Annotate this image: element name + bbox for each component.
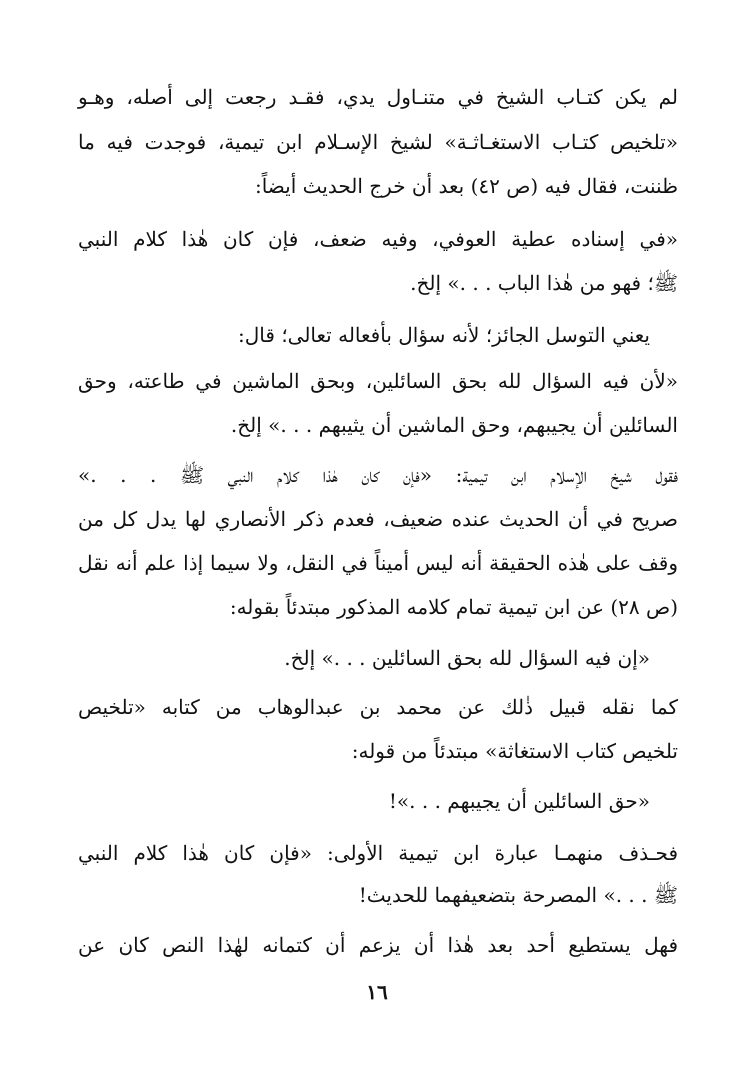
text-line: (ص ٢٨) عن ابن تيمية تمام كلامه المذكور مبتدئاً بقوله: [229,595,678,619]
text-line: «تلخيص كتـاب الاستغـاثـة» لشيخ الإسـلام ابن تيمية، فوجدت فيه ما [78,130,678,154]
quote-line: «لأن فيه السؤال لله بحق السائلين، وبحق الماشين في طاعته، وحق [78,369,678,393]
quote-line: «حق السائلين أن يجيبهم . . .»! [388,789,650,813]
text-line: يعني التوسل الجائز؛ لأنه سؤال بأفعاله تعالى؛ قال: [238,323,650,347]
quote-line: «إن فيه السؤال لله بحق السائلين . . .» إلخ. [284,646,650,670]
text-line: ظننت، فقال فيه (ص ٤٢) بعد أن خرج الحديث أيضاً: [254,174,678,198]
quote-line: السائلين أن يجيبهم، وحق الماشين أن يثيبهم . . .» إلخ. [230,413,678,437]
text-line: وقف على هٰذه الحقيقة أنه ليس أميناً في النقل، ولا سيما إذا علم أنه نقل [78,551,678,575]
quote-line: ﷺ؛ فهو من هٰذا الباب . . .» إلخ. [410,271,678,295]
text-line: فهل يستطيع أحد بعد هٰذا أن يزعم أن كتمانه لهٰذا النص كان عن [78,933,678,957]
text-line: فقول شيخ الإسلام ابن تيمية: «فإن كان هٰذا كلام النبي ﷺ . . .» [78,463,678,487]
quote-line: «في إسناده عطية العوفي، وفيه ضعف، فإن كان هٰذا كلام النبي [78,227,678,251]
text-line: كما نقله قبيل ذٰلك عن محمد بن عبدالوهاب من كتابه «تلخيص [78,695,678,719]
text-line: لم يكن كتـاب الشيخ في متنـاول يدي، فقـد رجعت إلى أصله، وهـو [78,85,678,109]
text-line: ﷺ . . .» المصرحة بتضعيفهما للحديث! [358,883,678,907]
text-line: تلخيص كتاب الاستغاثة» مبتدئاً من قوله: [351,739,678,763]
page-number: ١٦ [366,980,388,1004]
text-line: فحـذف منهمـا عبارة ابن تيمية الأولى: «فإن كان هٰذا كلام النبي [78,841,678,865]
text-line: صريح في أن الحديث عنده ضعيف، فعدم ذكر الأنصاري لها يدل كل من [78,507,678,531]
